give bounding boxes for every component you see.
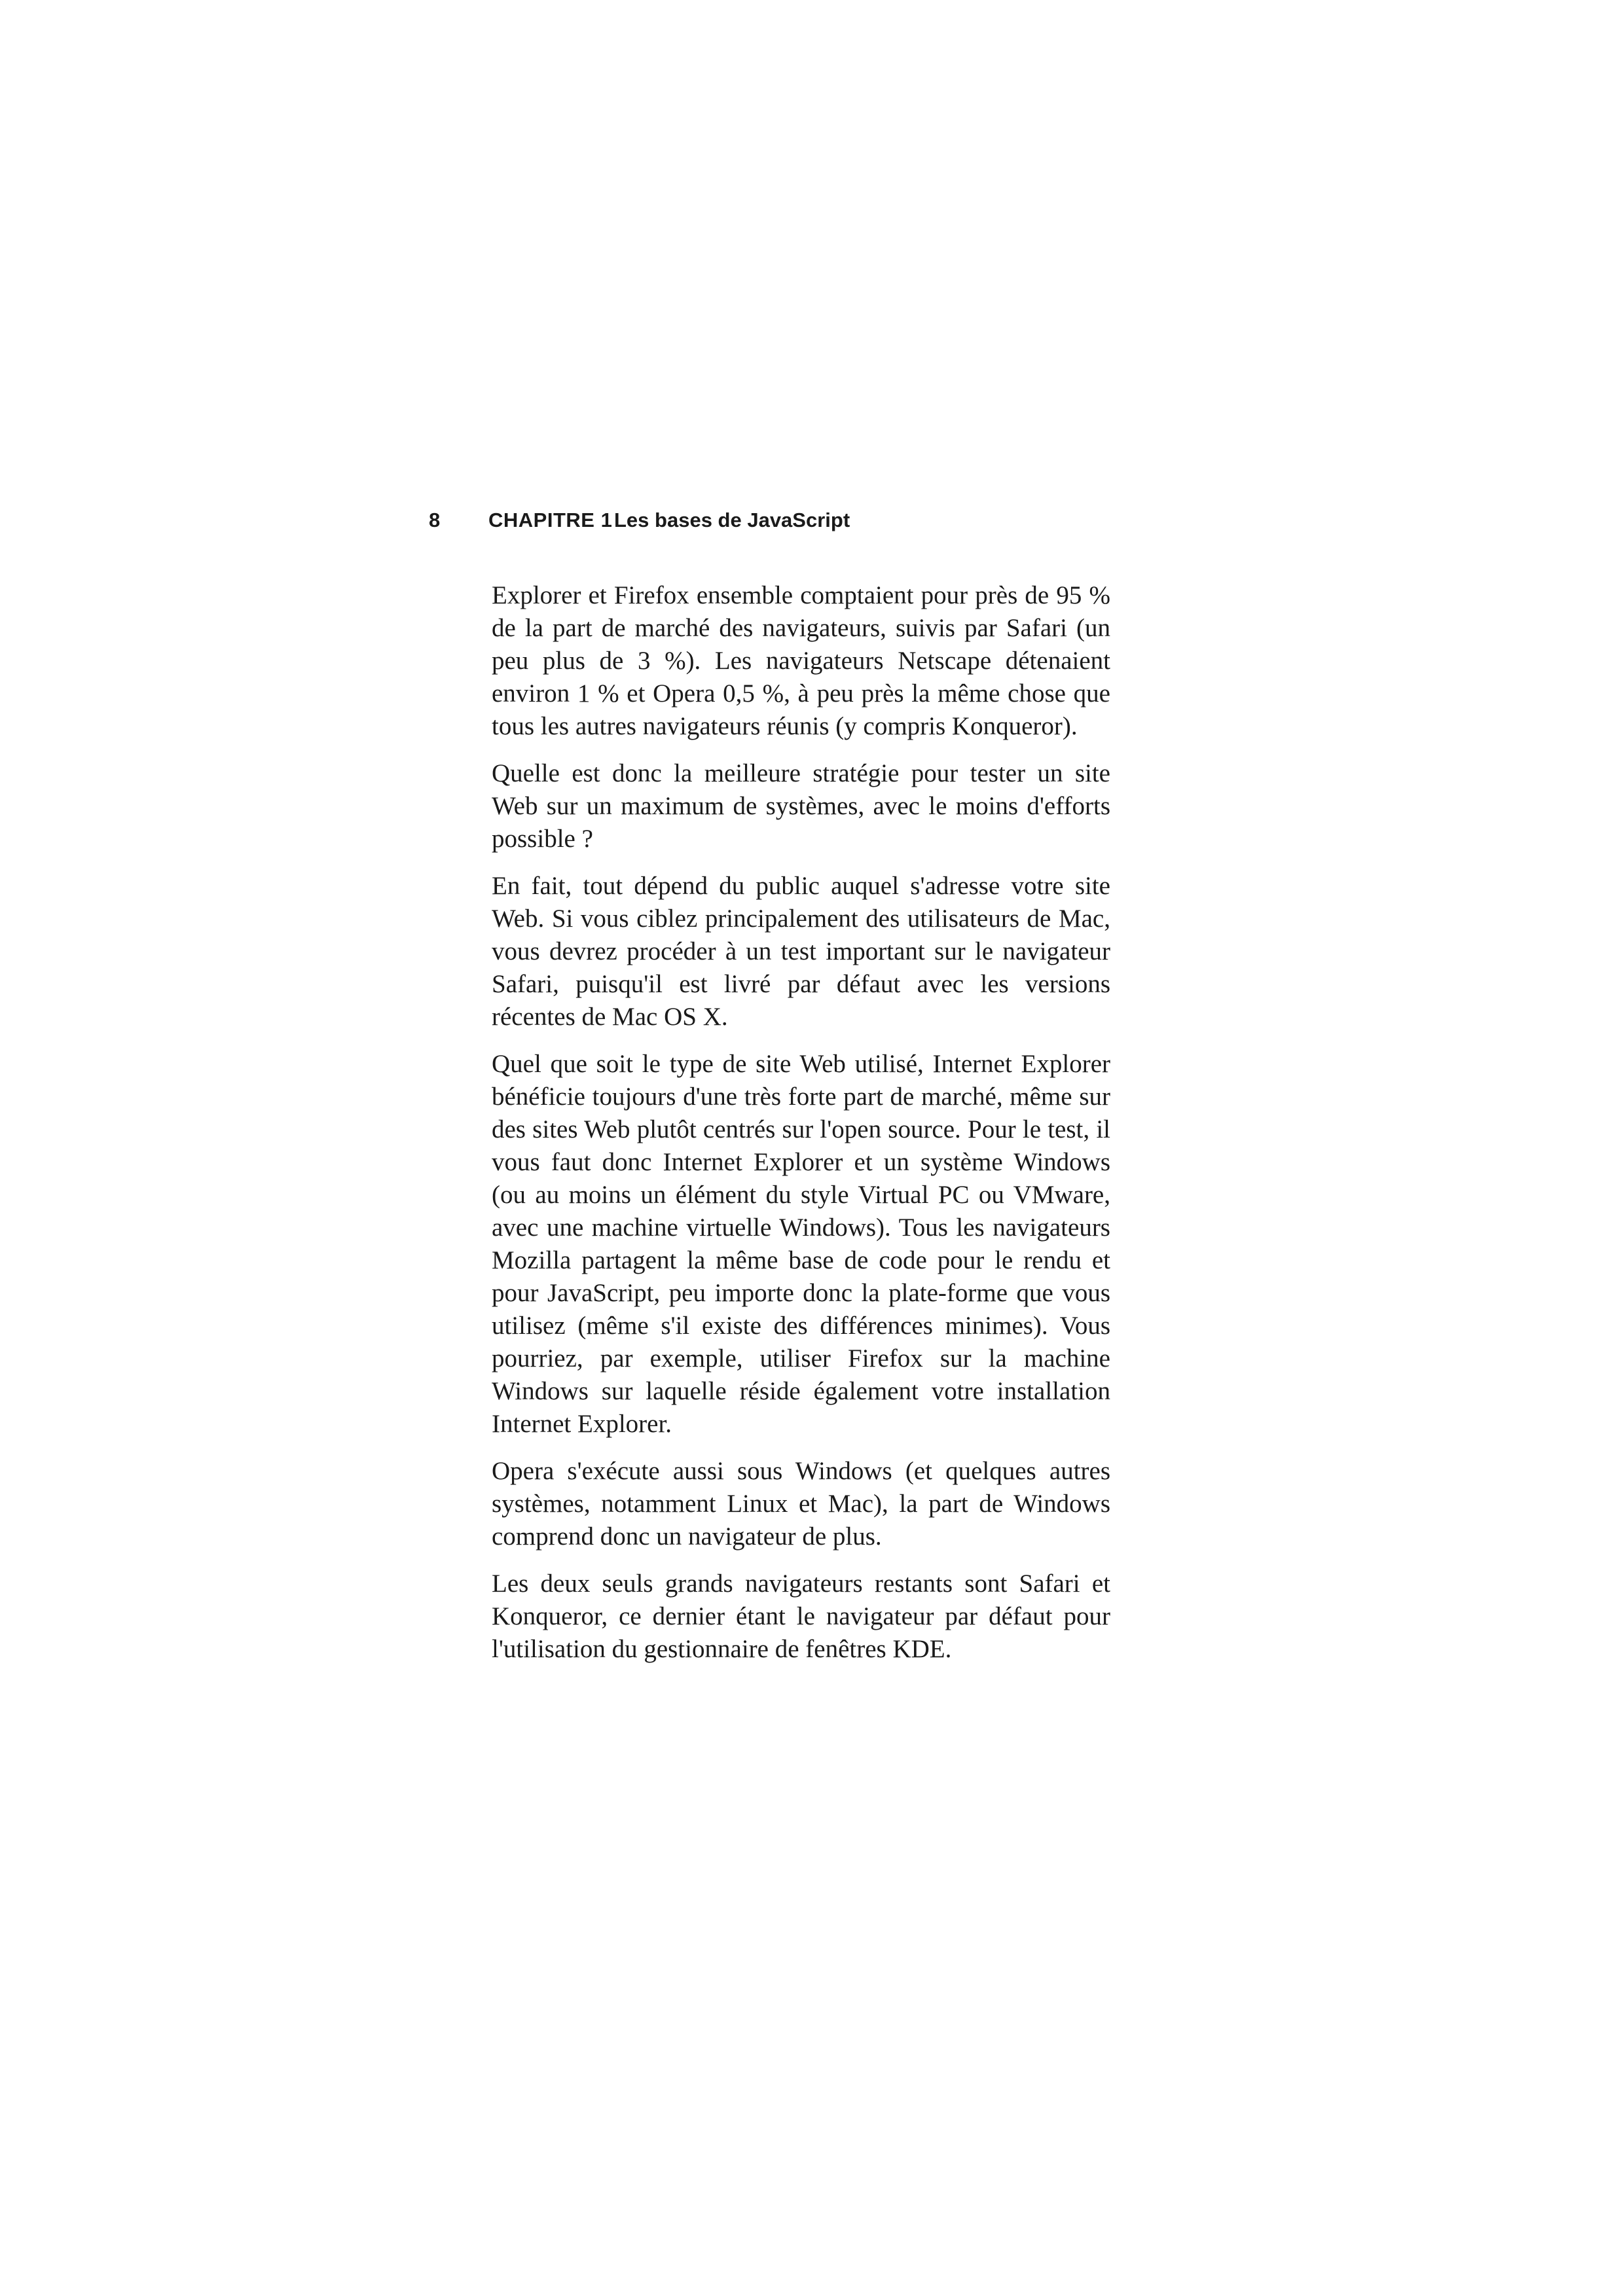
paragraph: Quelle est donc la meilleure stratégie pour tester un site Web sur un maximum de systèmes, avec le moins d'efforts possible ? [492,759,1110,853]
paragraph: Les deux seuls grands navigateurs restants sont Safari et Konqueror, ce dernier étant le navigateur par défaut pour l'utilisation du gestionnaire de fenêtres KDE. [492,1570,1110,1663]
paragraph: En fait, tout dépend du public auquel s'adresse votre site Web. Si vous ciblez principalement des utilisateurs de Mac, vous devrez procéder à un test important sur le navigateur Safari, puisqu'il est livré par défaut avec les versions récentes de Mac OS X. [492,872,1110,1031]
paragraph: Opera s'exécute aussi sous Windows (et quelques autres systèmes, notamment Linux et Mac), la part de Windows comprend donc un navigateur de plus. [492,1457,1110,1551]
page-number: 8 [429,509,441,531]
body-text [492,579,1110,1680]
paragraph: Quel que soit le type de site Web utilisé, Internet Explorer bénéficie toujours d'une très forte part de marché, même sur des sites Web plutôt centrés sur l'open source. Pour le test, il vous faut donc Internet Explorer et un système Windows (ou au moins un élément du style Virtual PC ou VMware, avec une machine virtuelle Windows). Tous les navigateurs Mozilla partagent la même base de code pour le rendu et pour JavaScript, peu importe donc la plate-forme que vous utilisez (même s'il existe des différences minimes). Vous pourriez, par exemple, utiliser Firefox sur la machine Windows sur laquelle réside également votre installation Internet Explorer. [492,1050,1110,1438]
chapter-title: Les bases de JavaScript [614,509,850,531]
chapter-label: CHAPITRE 1 [488,509,613,531]
paragraph: Explorer et Firefox ensemble comptaient pour près de 95 % de la part de marché des navigateurs, suivis par Safari (un peu plus de 3 %). Les navigateurs Netscape détenaient environ 1 % et Opera 0,5 %, à peu près la même chose que tous les autres navigateurs réunis (y compris Konqueror). [492,581,1110,740]
